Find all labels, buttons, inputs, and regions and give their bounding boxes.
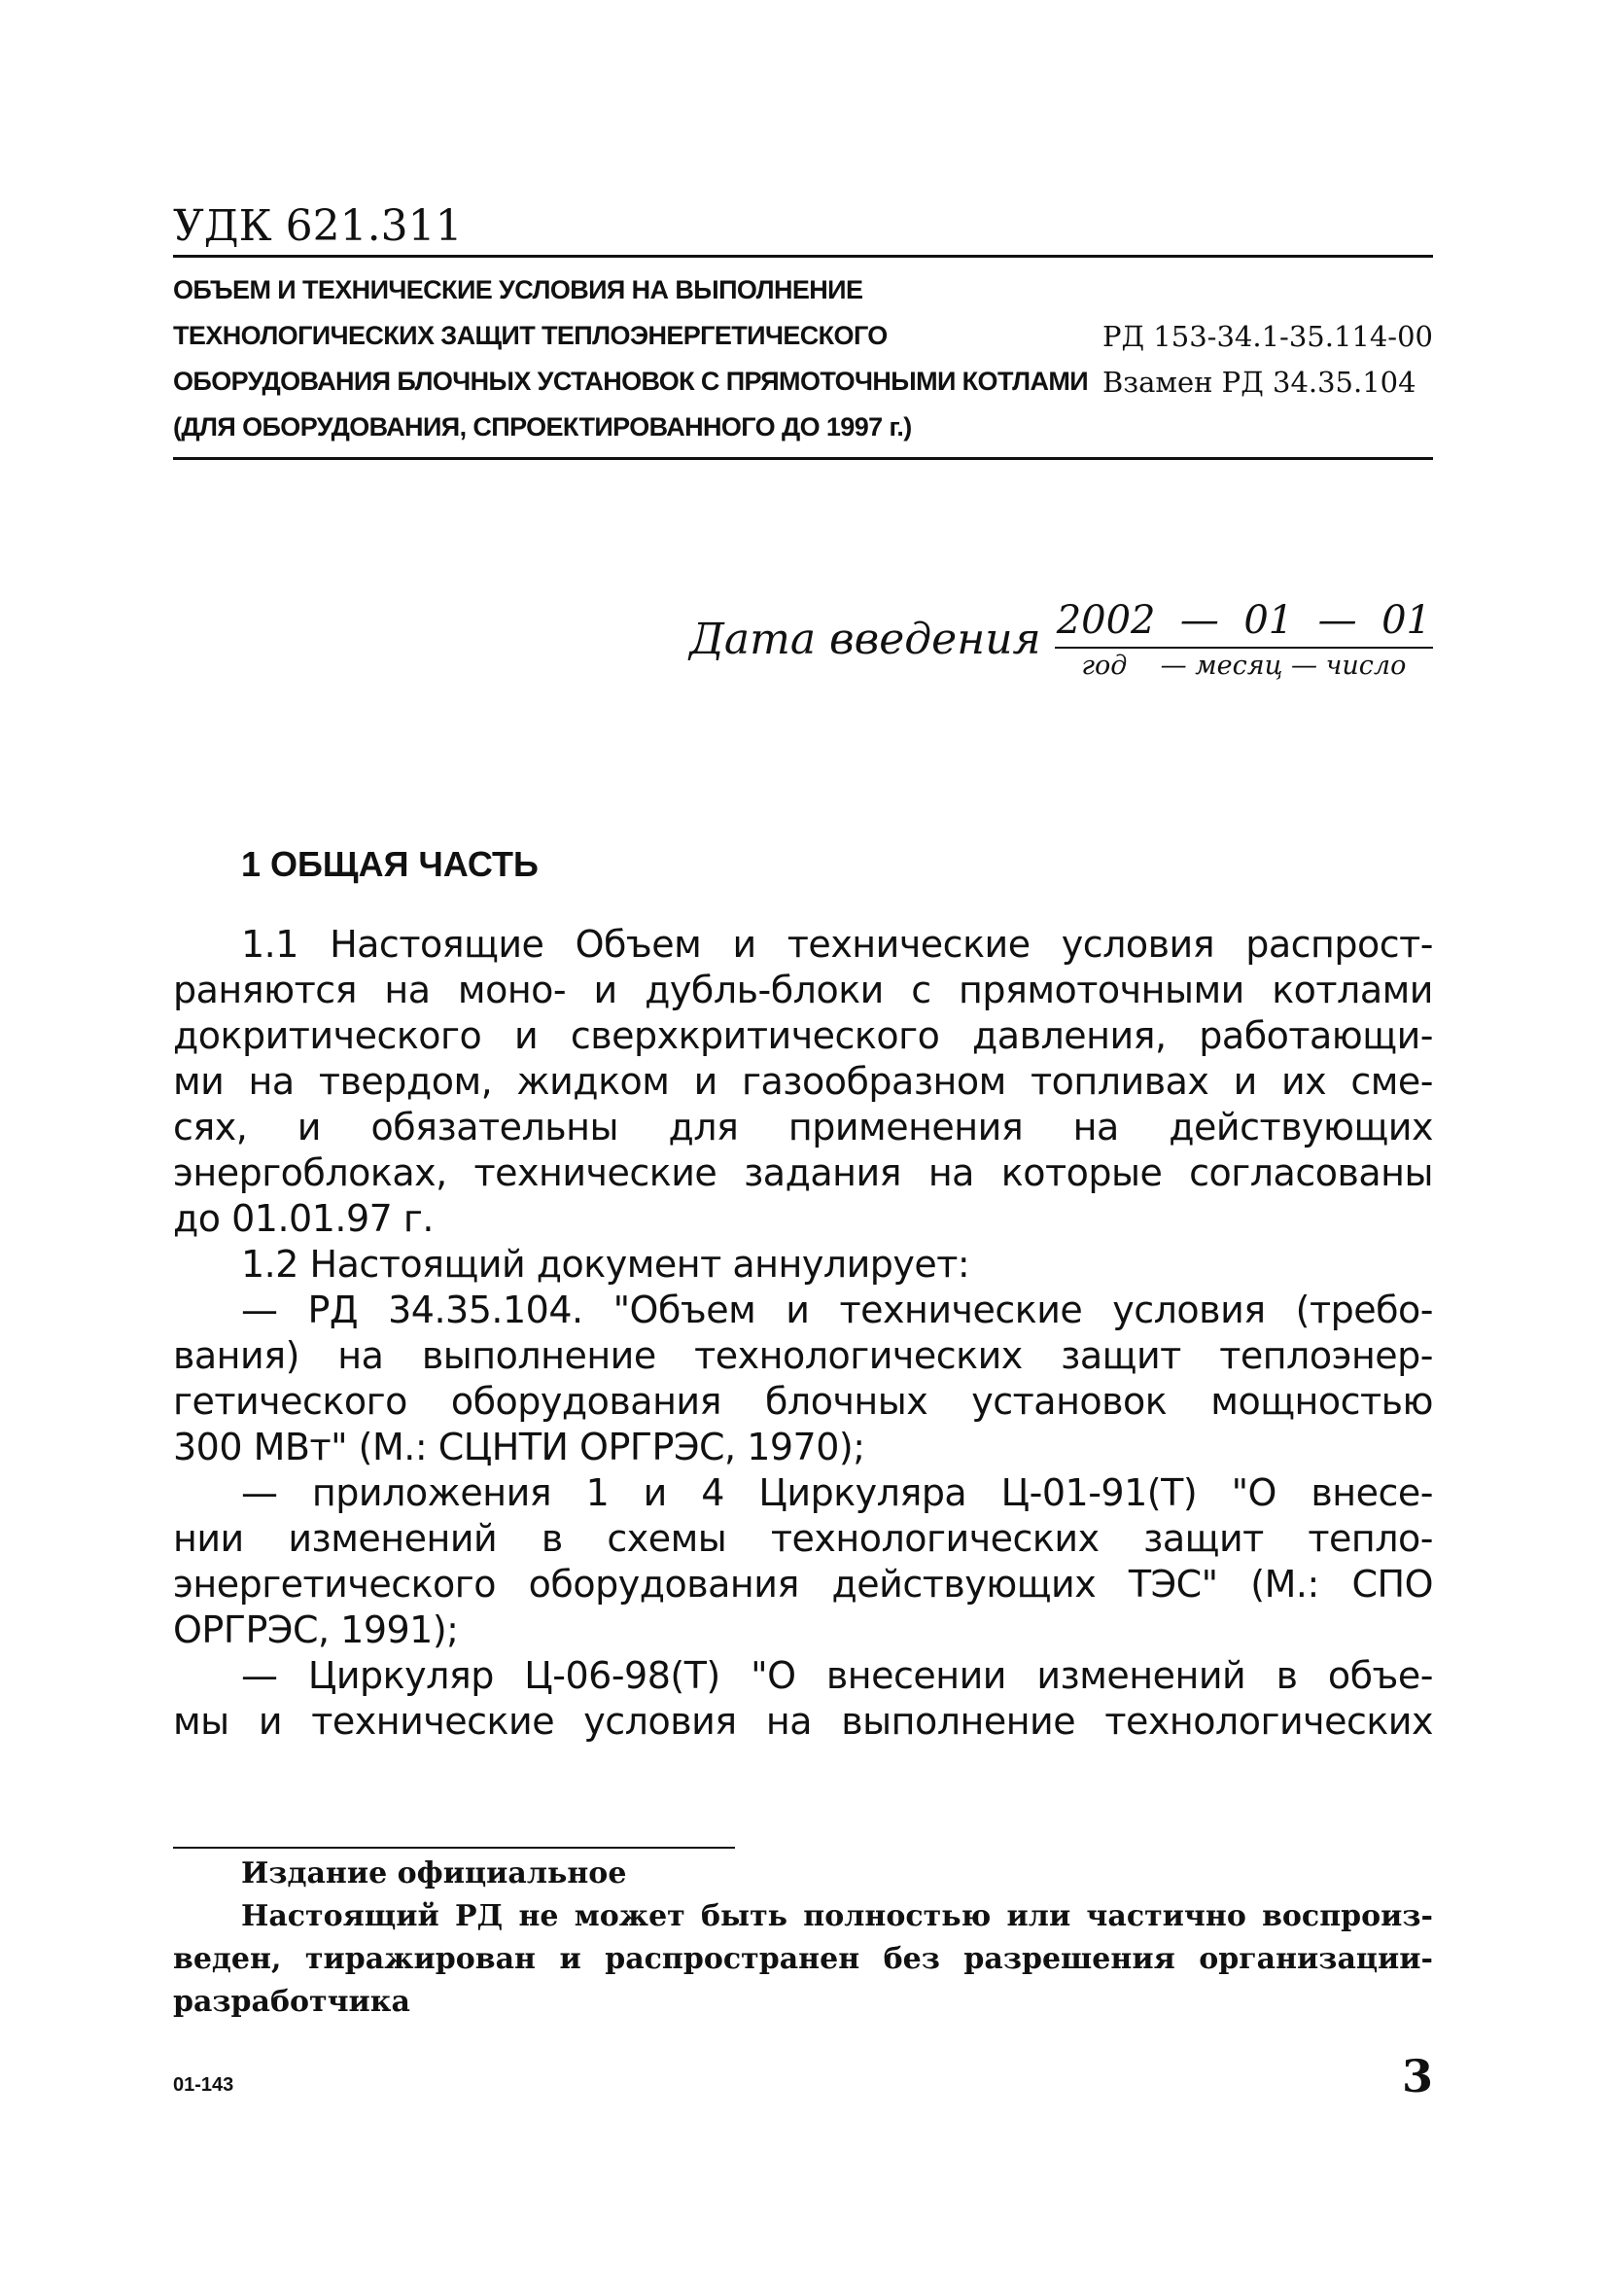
body-line: ми на твердом, жидком и газообразном топливах и их сме-: [173, 1060, 1433, 1103]
udk-code: УДК 621.311: [173, 201, 463, 251]
body-line: вания) на выполнение технологических защит теплоэнер-: [173, 1334, 1433, 1377]
footnote-line: веден, тиражирован и распространен без разрешения организации-: [173, 1942, 1433, 1976]
footnote: [173, 1853, 1433, 2024]
title-line: (ДЛЯ ОБОРУДОВАНИЯ, СПРОЕКТИРОВАННОГО ДО 1997 г.): [173, 412, 912, 442]
document-title: [173, 267, 1087, 450]
body-line: гетического оборудования блочных установок мощностью: [173, 1380, 1433, 1423]
body-line: — Циркуляр Ц-06-98(Т) "О внесении изменений в объе-: [241, 1654, 1433, 1697]
footnote-line: разработчика: [173, 1985, 410, 2019]
body-line: энергоблоках, технические задания на которые согласованы: [173, 1151, 1433, 1194]
body-line: докритического и сверхкритического давления, работающи-: [173, 1014, 1433, 1057]
body-line: 1.1 Настоящие Объем и технические условия распрост-: [241, 923, 1433, 966]
body-line: — приложения 1 и 4 Циркуляра Ц-01-91(Т) "О внесе-: [241, 1471, 1433, 1514]
body-line: энергетического оборудования действующих ТЭС" (М.: СПО: [173, 1563, 1433, 1606]
page-number: 3: [1401, 2050, 1433, 2102]
section-body: [173, 922, 1433, 1745]
date-fraction: [1055, 598, 1433, 681]
header-rule-bottom: [173, 457, 1433, 460]
body-line: 300 МВт" (М.: СЦНТИ ОРГРЭС, 1970);: [173, 1426, 865, 1468]
footnote-line: Издание официальное: [241, 1856, 627, 1890]
header-rule-top: [173, 255, 1433, 258]
body-line: сях, и обязательны для применения на действующих: [173, 1106, 1433, 1148]
print-code: 01-143: [173, 2074, 234, 2096]
rd-designation: [1102, 314, 1433, 406]
body-line: до 01.01.97 г.: [173, 1197, 434, 1240]
body-line: 1.2 Настоящий документ аннулирует:: [241, 1243, 970, 1286]
footnote-line: Настоящий РД не может быть полностью или частично воспроиз-: [241, 1899, 1433, 1933]
body-line: мы и технические условия на выполнение технологических: [173, 1700, 1433, 1743]
body-line: нии изменений в схемы технологических защит тепло-: [173, 1517, 1433, 1560]
title-line: ОБОРУДОВАНИЯ БЛОЧНЫХ УСТАНОВОК С ПРЯМОТОЧНЫМИ КОТЛАМИ: [173, 367, 1089, 396]
title-line: ОБЪЕМ И ТЕХНИЧЕСКИЕ УСЛОВИЯ НА ВЫПОЛНЕНИЕ: [173, 275, 863, 304]
date-label: Дата введения: [689, 615, 1041, 664]
introduction-date: [689, 598, 1433, 681]
rd-number: РД 153-34.1-35.114-00: [1102, 320, 1433, 353]
body-line: — РД 34.35.104. "Объем и технические условия (требо-: [241, 1289, 1433, 1331]
title-line: ТЕХНОЛОГИЧЕСКИХ ЗАЩИТ ТЕПЛОЭНЕРГЕТИЧЕСКОГО: [173, 321, 888, 350]
date-legend: год — месяц — число: [1081, 651, 1407, 681]
body-line: ОРГРЭС, 1991);: [173, 1608, 459, 1651]
date-value: 2002 — 01 — 01: [1055, 598, 1433, 649]
body-line: раняются на моно- и дубль-блоки с прямоточными котлами: [173, 969, 1433, 1011]
rd-replaces: Взамен РД 34.35.104: [1102, 366, 1416, 399]
footnote-rule: [173, 1847, 735, 1849]
section-heading: 1 ОБЩАЯ ЧАСТЬ: [241, 844, 539, 884]
